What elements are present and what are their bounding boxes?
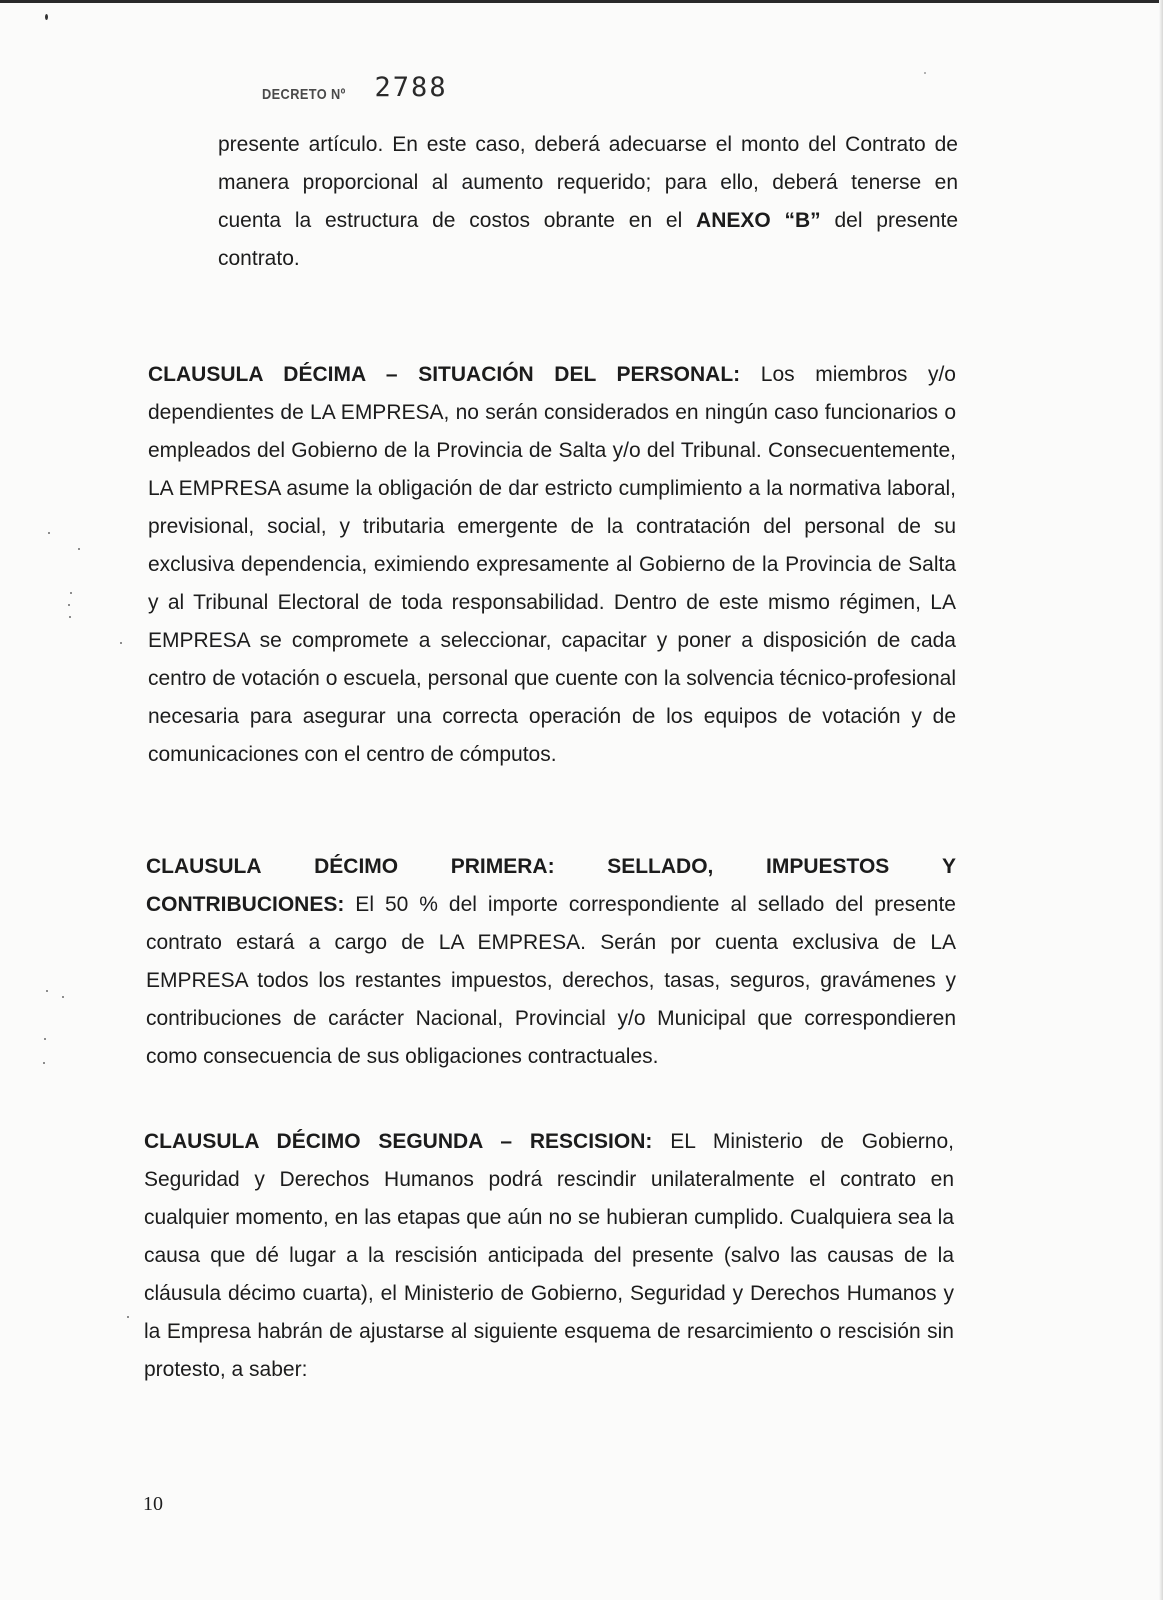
scan-speck bbox=[70, 592, 72, 594]
clause-heading-line bbox=[146, 848, 956, 886]
page-number: 10 bbox=[143, 1493, 163, 1515]
clause-eleventh bbox=[146, 848, 956, 1076]
clause-heading-word: SELLADO, bbox=[607, 855, 714, 878]
paragraph-text: presente artículo. En este caso, deberá adecuarse el monto del Contrato de manera proporcional al aumento requerido; para ello, deberá tenerse en cuenta la estructura de costos obrante en el bbox=[218, 133, 958, 232]
decree-stamp-label: DECRETO Nº bbox=[262, 86, 346, 103]
clause-body: EL Ministerio de Gobierno, Seguridad y Derechos Humanos podrá rescindir unilateralmente el contrato en cualquier momento, en las etapas que aún no se hubieran cumplido. Cualquiera sea la causa que dé lugar a la rescisión anticipada del presente (salvo las causas de la cláusula décimo cuarta), el Ministerio de Gobierno, Seguridad y Derechos Humanos y la Empresa habrán de ajustarse al siguiente esquema de resarcimiento o rescisión sin protesto, a saber: bbox=[144, 1130, 954, 1381]
paragraph-continuation bbox=[218, 126, 958, 278]
decree-header bbox=[262, 72, 448, 103]
scan-speck bbox=[127, 1316, 129, 1318]
scan-speck bbox=[62, 996, 64, 998]
scan-speck bbox=[78, 548, 80, 550]
clause-heading: CLAUSULA DÉCIMO SEGUNDA – RESCISION: bbox=[144, 1130, 653, 1153]
clause-heading-word: CLAUSULA bbox=[146, 855, 262, 878]
paragraph-text-end: del presente contrato. bbox=[218, 209, 959, 270]
scan-speck bbox=[48, 532, 50, 534]
clause-heading-word: IMPUESTOS bbox=[766, 855, 890, 878]
clause-body: Los miembros y/o dependientes de LA EMPRESA, no serán considerados en ningún caso funcionarios o empleados del Gobierno de la Provincia de Salta y/o del Tribunal. Consecuentemente, LA EMPRESA asume la obligación de dar estricto cumplimiento a la normativa laboral, previsional, social, y tributaria emergente de la contratación del personal de su exclusiva dependencia, eximiendo expresamente al Gobierno de la Provincia de Salta y al Tribunal Electoral de toda responsabilidad. Dentro de este mismo régimen, LA EMPRESA se compromete a seleccionar, capacitar y poner a disposición de cada centro de votación o escuela, personal que cuente con la solvencia técnico-profesional necesaria para asegurar una correcta operación de los equipos de votación y de comunicaciones con el centro de cómputos. bbox=[148, 363, 956, 766]
annex-reference: ANEXO “B” bbox=[696, 209, 821, 232]
clause-heading-word: PRIMERA: bbox=[450, 855, 555, 878]
clause-heading-word: Y bbox=[941, 855, 956, 878]
scan-right-edge bbox=[1159, 0, 1163, 1600]
decree-number: 2788 bbox=[374, 72, 448, 103]
clause-twelfth bbox=[144, 1123, 954, 1389]
scan-speck bbox=[45, 14, 48, 20]
clause-heading-continuation: CONTRIBUCIONES: bbox=[146, 893, 345, 916]
scan-top-edge bbox=[0, 0, 1163, 3]
clause-tenth bbox=[148, 356, 956, 774]
clause-body: El 50 % del importe correspondiente al sellado del presente contrato estará a cargo de LA EMPRESA. Serán por cuenta exclusiva de LA EMPRESA todos los restantes impuestos, derechos, tasas, seguros, gravámenes y contribuciones de carácter Nacional, Provincial y/o Municipal que correspondieren como consecuencia de sus obligaciones contractuales. bbox=[146, 893, 956, 1068]
scan-speck bbox=[924, 72, 926, 74]
scan-speck bbox=[46, 990, 48, 992]
scan-speck bbox=[69, 616, 71, 618]
clause-heading-word: DÉCIMO bbox=[314, 855, 399, 878]
scan-speck bbox=[68, 604, 70, 606]
clause-heading: CLAUSULA DÉCIMA – SITUACIÓN DEL PERSONAL: bbox=[148, 363, 741, 386]
scan-speck bbox=[44, 1038, 46, 1040]
scan-speck bbox=[43, 1062, 45, 1064]
scan-speck bbox=[120, 642, 122, 644]
